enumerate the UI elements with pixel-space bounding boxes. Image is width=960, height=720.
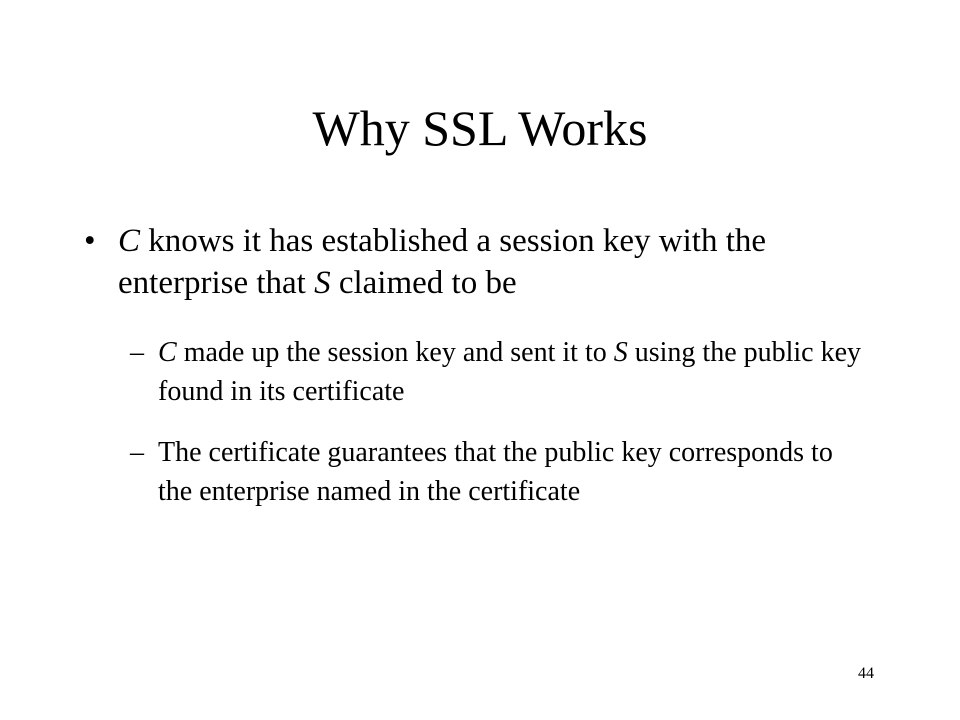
sub-bullet-text-part: using the public key found in its certificate xyxy=(158,337,862,407)
bullet-marker: • xyxy=(84,223,96,259)
bullet-text-part: claimed to be xyxy=(330,265,517,301)
slide-title: Why SSL Works xyxy=(312,100,648,156)
sub-bullet-text xyxy=(158,433,870,511)
sub-bullet-text-part: S xyxy=(613,337,628,368)
sub-bullet-marker: – xyxy=(130,437,144,468)
sub-bullet-marker: – xyxy=(130,337,144,368)
sub-bullet-text-part: C xyxy=(158,337,177,368)
sub-bullet-text-part: made up the session key and sent it to xyxy=(176,337,614,368)
bullet-text-part: knows it has established a session key with the enterprise that xyxy=(118,223,767,301)
sub-bullet-text-part: The certificate guarantees that the public key corresponds to the enterprise named in the certificate xyxy=(158,437,833,507)
bullet-text-part: C xyxy=(118,223,141,259)
page-number: 44 xyxy=(858,665,874,682)
bullet-text xyxy=(118,220,898,304)
bullet-text-part: S xyxy=(314,265,331,301)
sub-bullet-text xyxy=(158,333,870,411)
